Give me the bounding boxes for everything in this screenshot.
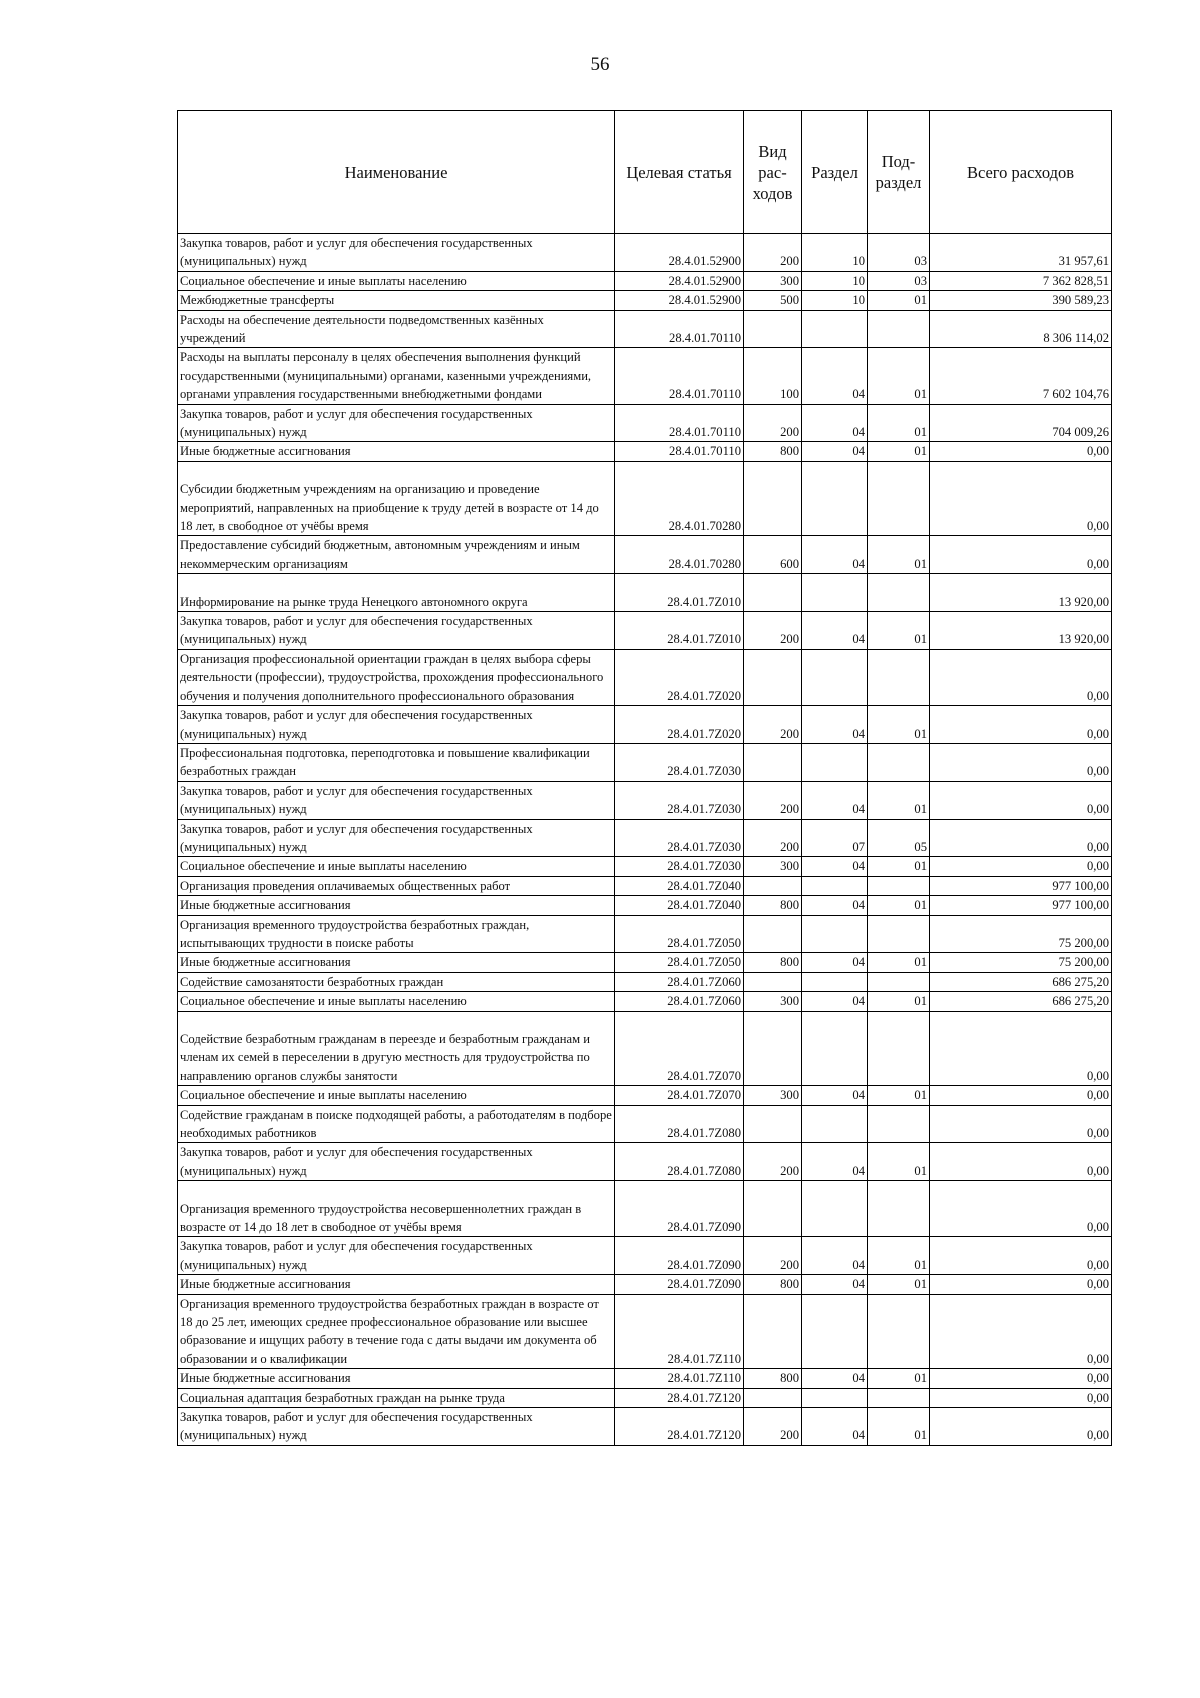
cell-name: Закупка товаров, работ и услуг для обеспечения государственных (муниципальных) нужд [178,234,615,272]
cell-section: 04 [802,442,868,461]
cell-subsection: 01 [868,781,930,819]
cell-section: 04 [802,706,868,744]
cell-subsection: 01 [868,857,930,876]
cell-section [802,915,868,953]
header-subsection: Под- раздел [868,111,930,234]
table-row [178,461,1112,536]
cell-section [802,876,868,895]
cell-subsection: 01 [868,536,930,574]
cell-total: 13 920,00 [930,612,1112,650]
cell-section: 04 [802,1237,868,1275]
cell-total: 75 200,00 [930,915,1112,953]
header-total: Всего расходов [930,111,1112,234]
cell-target: 28.4.01.70110 [615,348,744,404]
header-target: Целевая статья [615,111,744,234]
cell-kind: 200 [744,1237,802,1275]
cell-target: 28.4.01.7Z090 [615,1237,744,1275]
cell-name: Социальное обеспечение и иные выплаты населению [178,857,615,876]
cell-target: 28.4.01.7Z110 [615,1294,744,1369]
table-row [178,348,1112,404]
cell-section: 04 [802,781,868,819]
cell-kind [744,461,802,536]
cell-subsection: 01 [868,291,930,310]
cell-total: 0,00 [930,649,1112,705]
cell-total: 0,00 [930,461,1112,536]
cell-target: 28.4.01.7Z030 [615,857,744,876]
cell-total: 0,00 [930,743,1112,781]
cell-kind [744,915,802,953]
table-row [178,234,1112,272]
table-row [178,612,1112,650]
budget-table [177,110,1112,1446]
table-row [178,404,1112,442]
cell-name: Расходы на выплаты персоналу в целях обеспечения выполнения функций государственными (муниципальными) органами, казенными учреждениями, органами управления государственными внебюджетными фондами [178,348,615,404]
cell-name: Субсидии бюджетным учреждениям на организацию и проведение мероприятий, направленных на приобщение к труду детей в возрасте от 14 до 18 лет, в свободное от учёбы время [178,461,615,536]
cell-name: Социальная адаптация безработных граждан на рынке труда [178,1388,615,1407]
cell-section: 04 [802,992,868,1011]
cell-section [802,743,868,781]
cell-subsection [868,1388,930,1407]
cell-total: 704 009,26 [930,404,1112,442]
cell-target: 28.4.01.7Z070 [615,1086,744,1105]
cell-kind: 200 [744,404,802,442]
cell-name: Закупка товаров, работ и услуг для обеспечения государственных (муниципальных) нужд [178,612,615,650]
cell-subsection: 01 [868,992,930,1011]
cell-target: 28.4.01.7Z030 [615,743,744,781]
cell-subsection: 01 [868,404,930,442]
table-body [178,234,1112,1446]
cell-target: 28.4.01.7Z040 [615,876,744,895]
cell-subsection [868,915,930,953]
cell-total: 0,00 [930,706,1112,744]
cell-section [802,972,868,991]
cell-target: 28.4.01.70110 [615,310,744,348]
cell-total: 0,00 [930,1237,1112,1275]
table-row [178,1237,1112,1275]
table-row [178,1086,1112,1105]
header-kind: Вид рас- ходов [744,111,802,234]
table-row [178,1388,1112,1407]
table-row [178,1181,1112,1237]
cell-subsection: 03 [868,234,930,272]
cell-section [802,1294,868,1369]
cell-total: 0,00 [930,1408,1112,1446]
cell-target: 28.4.01.7Z010 [615,574,744,612]
table-row [178,574,1112,612]
cell-section: 10 [802,234,868,272]
cell-kind: 100 [744,348,802,404]
cell-kind: 300 [744,271,802,290]
cell-target: 28.4.01.7Z030 [615,781,744,819]
cell-section: 04 [802,1369,868,1388]
cell-subsection: 01 [868,1408,930,1446]
cell-total: 0,00 [930,857,1112,876]
cell-kind [744,972,802,991]
table-row [178,819,1112,857]
table-row [178,896,1112,915]
cell-section [802,574,868,612]
cell-name: Закупка товаров, работ и услуг для обеспечения государственных (муниципальных) нужд [178,706,615,744]
cell-section [802,1388,868,1407]
cell-total: 8 306 114,02 [930,310,1112,348]
cell-kind [744,310,802,348]
cell-subsection [868,461,930,536]
cell-kind: 300 [744,857,802,876]
cell-target: 28.4.01.70280 [615,536,744,574]
table-row [178,876,1112,895]
cell-target: 28.4.01.7Z050 [615,953,744,972]
cell-section [802,461,868,536]
cell-target: 28.4.01.7Z070 [615,1011,744,1086]
cell-kind [744,649,802,705]
cell-target: 28.4.01.7Z090 [615,1181,744,1237]
cell-subsection: 01 [868,1275,930,1294]
cell-total: 390 589,23 [930,291,1112,310]
cell-name: Организация временного трудоустройства безработных граждан, испытывающих трудности в поиске работы [178,915,615,953]
cell-target: 28.4.01.7Z110 [615,1369,744,1388]
table-row [178,1275,1112,1294]
cell-section: 04 [802,1408,868,1446]
cell-total: 686 275,20 [930,972,1112,991]
cell-section: 04 [802,536,868,574]
cell-name: Организация проведения оплачиваемых общественных работ [178,876,615,895]
cell-name: Предоставление субсидий бюджетным, автономным учреждениям и иным некоммерческим организациям [178,536,615,574]
cell-total: 977 100,00 [930,896,1112,915]
table-row [178,857,1112,876]
cell-section: 04 [802,612,868,650]
cell-kind: 200 [744,819,802,857]
table-row [178,442,1112,461]
cell-section: 10 [802,291,868,310]
cell-total: 686 275,20 [930,992,1112,1011]
cell-name: Организация временного трудоустройства безработных граждан в возрасте от 18 до 25 лет, имеющих среднее профессиональное образование или высшее образование и ищущих работу в течение года с даты выдачи им документа об образовании и о квалификации [178,1294,615,1369]
cell-total: 977 100,00 [930,876,1112,895]
cell-section: 04 [802,857,868,876]
cell-total: 0,00 [930,1275,1112,1294]
cell-kind: 200 [744,781,802,819]
cell-total: 0,00 [930,781,1112,819]
cell-name: Закупка товаров, работ и услуг для обеспечения государственных (муниципальных) нужд [178,1408,615,1446]
cell-kind: 800 [744,896,802,915]
cell-subsection: 03 [868,271,930,290]
table-row [178,743,1112,781]
cell-total: 13 920,00 [930,574,1112,612]
cell-subsection [868,574,930,612]
cell-subsection [868,649,930,705]
cell-section: 04 [802,1086,868,1105]
table-header-row [178,111,1112,234]
cell-total: 0,00 [930,442,1112,461]
cell-name: Социальное обеспечение и иные выплаты населению [178,992,615,1011]
cell-name: Закупка товаров, работ и услуг для обеспечения государственных (муниципальных) нужд [178,819,615,857]
cell-target: 28.4.01.7Z020 [615,649,744,705]
cell-kind: 800 [744,1369,802,1388]
cell-subsection: 01 [868,612,930,650]
cell-total: 31 957,61 [930,234,1112,272]
table-row [178,1105,1112,1143]
cell-subsection: 01 [868,706,930,744]
cell-section: 04 [802,953,868,972]
cell-target: 28.4.01.7Z080 [615,1105,744,1143]
table-row [178,1011,1112,1086]
cell-kind: 800 [744,1275,802,1294]
cell-section: 04 [802,348,868,404]
cell-target: 28.4.01.7Z060 [615,972,744,991]
table-row [178,536,1112,574]
cell-name: Закупка товаров, работ и услуг для обеспечения государственных (муниципальных) нужд [178,781,615,819]
cell-kind: 300 [744,1086,802,1105]
cell-kind: 600 [744,536,802,574]
cell-target: 28.4.01.70280 [615,461,744,536]
cell-section [802,310,868,348]
cell-target: 28.4.01.7Z060 [615,992,744,1011]
cell-subsection: 01 [868,1143,930,1181]
cell-name: Иные бюджетные ассигнования [178,1369,615,1388]
cell-kind [744,1181,802,1237]
cell-total: 7 602 104,76 [930,348,1112,404]
cell-kind [744,1388,802,1407]
cell-target: 28.4.01.52900 [615,234,744,272]
cell-subsection: 01 [868,1237,930,1275]
cell-total: 0,00 [930,1388,1112,1407]
cell-kind [744,876,802,895]
table-row [178,1369,1112,1388]
table-row [178,953,1112,972]
cell-name: Иные бюджетные ассигнования [178,1275,615,1294]
cell-name: Организация профессиональной ориентации граждан в целях выбора сферы деятельности (профессии), трудоустройства, прохождения профессионального обучения и получения дополнительного профессионального образования [178,649,615,705]
cell-subsection [868,1181,930,1237]
cell-total: 0,00 [930,1086,1112,1105]
cell-subsection: 01 [868,348,930,404]
cell-kind [744,743,802,781]
table-row [178,271,1112,290]
table-row [178,992,1112,1011]
cell-name: Содействие гражданам в поиске подходящей работы, а работодателям в подборе необходимых работников [178,1105,615,1143]
cell-subsection [868,1294,930,1369]
cell-target: 28.4.01.7Z020 [615,706,744,744]
table-row [178,649,1112,705]
table-row [178,310,1112,348]
cell-target: 28.4.01.7Z040 [615,896,744,915]
header-section: Раздел [802,111,868,234]
cell-section: 07 [802,819,868,857]
cell-subsection [868,310,930,348]
cell-target: 28.4.01.7Z030 [615,819,744,857]
cell-subsection: 01 [868,896,930,915]
cell-kind [744,1011,802,1086]
table-row [178,972,1112,991]
cell-target: 28.4.01.52900 [615,271,744,290]
cell-subsection [868,743,930,781]
cell-kind [744,1105,802,1143]
cell-name: Социальное обеспечение и иные выплаты населению [178,271,615,290]
cell-kind: 200 [744,1408,802,1446]
table-row [178,1143,1112,1181]
cell-name: Организация временного трудоустройства несовершеннолетних граждан в возрасте от 14 до 18 лет в свободное от учёбы время [178,1181,615,1237]
cell-name: Информирование на рынке труда Ненецкого автономного округа [178,574,615,612]
cell-kind: 800 [744,442,802,461]
table-row [178,291,1112,310]
cell-target: 28.4.01.70110 [615,442,744,461]
cell-subsection [868,972,930,991]
cell-subsection [868,876,930,895]
cell-section: 04 [802,404,868,442]
cell-kind: 200 [744,706,802,744]
table-row [178,1294,1112,1369]
cell-target: 28.4.01.70110 [615,404,744,442]
cell-name: Закупка товаров, работ и услуг для обеспечения государственных (муниципальных) нужд [178,1237,615,1275]
cell-target: 28.4.01.7Z090 [615,1275,744,1294]
cell-target: 28.4.01.7Z080 [615,1143,744,1181]
cell-name: Закупка товаров, работ и услуг для обеспечения государственных (муниципальных) нужд [178,404,615,442]
cell-name: Межбюджетные трансферты [178,291,615,310]
cell-kind [744,574,802,612]
cell-kind: 800 [744,953,802,972]
cell-target: 28.4.01.7Z120 [615,1388,744,1407]
cell-total: 0,00 [930,1294,1112,1369]
cell-total: 0,00 [930,1011,1112,1086]
cell-subsection [868,1105,930,1143]
cell-target: 28.4.01.7Z120 [615,1408,744,1446]
cell-section [802,1181,868,1237]
cell-total: 75 200,00 [930,953,1112,972]
cell-kind: 200 [744,612,802,650]
page-number: 56 [590,54,610,75]
cell-name: Иные бюджетные ассигнования [178,442,615,461]
cell-name: Социальное обеспечение и иные выплаты населению [178,1086,615,1105]
cell-name: Закупка товаров, работ и услуг для обеспечения государственных (муниципальных) нужд [178,1143,615,1181]
cell-subsection: 01 [868,953,930,972]
cell-name: Профессиональная подготовка, переподготовка и повышение квалификации безработных граждан [178,743,615,781]
cell-name: Иные бюджетные ассигнования [178,953,615,972]
table-row [178,1408,1112,1446]
cell-total: 0,00 [930,1143,1112,1181]
cell-total: 0,00 [930,1181,1112,1237]
cell-total: 0,00 [930,1105,1112,1143]
cell-total: 0,00 [930,536,1112,574]
cell-section: 04 [802,896,868,915]
cell-target: 28.4.01.52900 [615,291,744,310]
header-name: Наименование [178,111,615,234]
cell-subsection: 05 [868,819,930,857]
cell-kind: 200 [744,1143,802,1181]
cell-section: 04 [802,1275,868,1294]
cell-name: Содействие безработным гражданам в переезде и безработным гражданам и членам их семей в переселении в другую местность для трудоустройства по направлению органов службы занятости [178,1011,615,1086]
table-row [178,706,1112,744]
cell-section [802,1105,868,1143]
cell-kind: 200 [744,234,802,272]
cell-subsection: 01 [868,1369,930,1388]
table-row [178,781,1112,819]
cell-total: 7 362 828,51 [930,271,1112,290]
cell-target: 28.4.01.7Z010 [615,612,744,650]
cell-section [802,649,868,705]
cell-section: 04 [802,1143,868,1181]
cell-name: Содействие самозанятости безработных граждан [178,972,615,991]
cell-subsection: 01 [868,1086,930,1105]
cell-subsection [868,1011,930,1086]
cell-section [802,1011,868,1086]
table-row [178,915,1112,953]
cell-kind [744,1294,802,1369]
cell-total: 0,00 [930,1369,1112,1388]
cell-kind: 500 [744,291,802,310]
cell-total: 0,00 [930,819,1112,857]
cell-section: 10 [802,271,868,290]
cell-name: Иные бюджетные ассигнования [178,896,615,915]
cell-target: 28.4.01.7Z050 [615,915,744,953]
cell-kind: 300 [744,992,802,1011]
cell-subsection: 01 [868,442,930,461]
cell-name: Расходы на обеспечение деятельности подведомственных казённых учреждений [178,310,615,348]
